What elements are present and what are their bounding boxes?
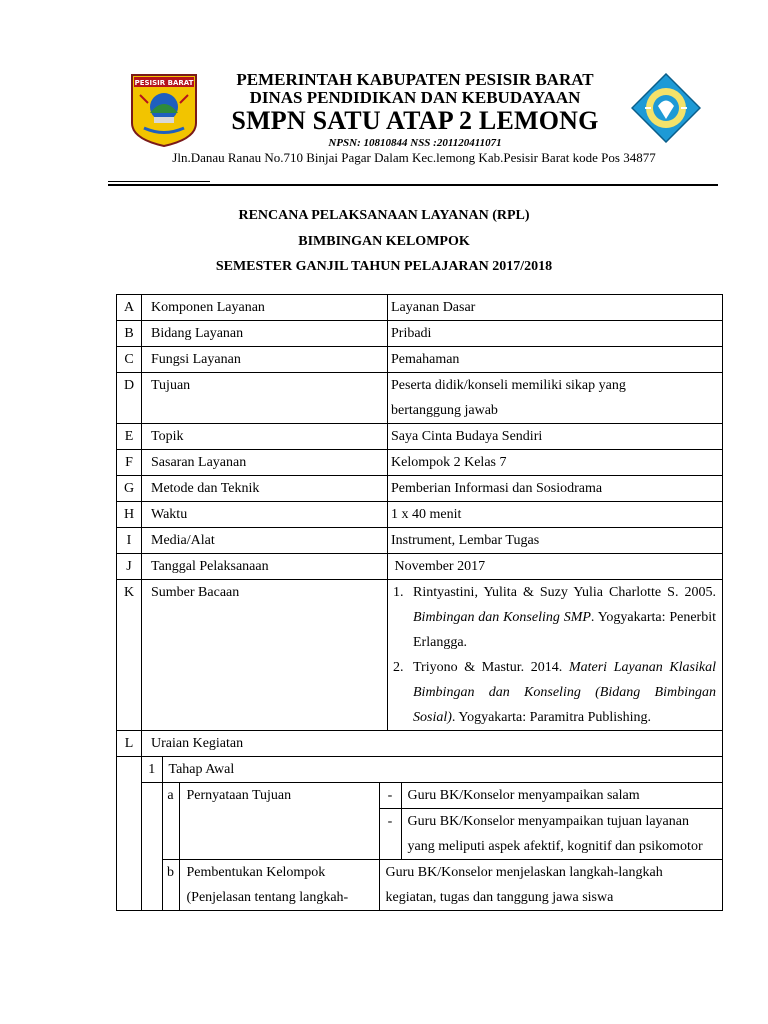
row-letter: A: [117, 295, 142, 321]
school-address: Jln.Danau Ranau No.710 Binjai Pagar Dalam Kec.lemong Kab.Pesisir Barat kode Pos 34877: [172, 150, 656, 165]
row-letter: G: [117, 476, 142, 502]
activity-row: [142, 783, 722, 809]
letterhead-rule-thin: [108, 181, 210, 182]
row-label: Waktu: [142, 502, 388, 528]
reference-publisher: . Yogyakarta: Penerbit Erlangga.: [413, 610, 716, 650]
rpl-table: [116, 294, 723, 911]
reference-authors: Rintyastini, Yulita & Suzy Yulia Charlotte S. 2005.: [413, 585, 716, 600]
row-letter-spacer: [117, 757, 142, 911]
activity-letter: b: [162, 860, 179, 911]
reference-list: [393, 580, 716, 730]
row-letter: L: [117, 731, 142, 757]
row-label: Tanggal Pelaksanaan: [142, 554, 388, 580]
row-label: Uraian Kegiatan: [142, 731, 723, 757]
table-row: [117, 424, 723, 450]
stage-number: 1: [142, 757, 162, 783]
row-value: Layanan Dasar: [388, 295, 723, 321]
stage-row: [142, 757, 722, 783]
row-letter: B: [117, 321, 142, 347]
table-row: [117, 347, 723, 373]
bullet-dash: -: [379, 809, 401, 860]
doc-subtitle: BIMBINGAN KELOMPOK: [298, 234, 470, 249]
school-emblem-icon: [631, 73, 701, 143]
row-value: Pribadi: [388, 321, 723, 347]
row-label: Bidang Layanan: [142, 321, 388, 347]
table-row-uraian: [117, 731, 723, 757]
reference-number: 1.: [393, 585, 404, 600]
reference-title: Bimbingan dan Konseling SMP: [413, 610, 591, 625]
row-label: Topik: [142, 424, 388, 450]
row-value: Pemberian Informasi dan Sosiodrama: [388, 476, 723, 502]
stage-label: Tahap Awal: [162, 757, 722, 783]
activity-table: [142, 757, 722, 910]
activity-point: Guru BK/Konselor menyampaikan tujuan layanan yang meliputi aspek afektif, kognitif dan psikomotor: [401, 809, 722, 860]
row-label: Sumber Bacaan: [142, 580, 388, 731]
row-value: Kelompok 2 Kelas 7: [388, 450, 723, 476]
school-name: SMPN SATU ATAP 2 LEMONG: [231, 106, 599, 135]
row-letter: I: [117, 528, 142, 554]
activity-point: Guru BK/Konselor menjelaskan langkah-langkah kegiatan, tugas dan tanggung jawa siswa: [379, 860, 722, 911]
row-value: November 2017: [388, 554, 723, 580]
table-row: [117, 450, 723, 476]
row-letter: D: [117, 373, 142, 424]
row-label: Komponen Layanan: [142, 295, 388, 321]
table-row: [117, 528, 723, 554]
table-row-activities: [117, 757, 723, 911]
reference-publisher: . Yogyakarta: Paramitra Publishing.: [451, 710, 651, 725]
table-row: [117, 476, 723, 502]
row-label: Metode dan Teknik: [142, 476, 388, 502]
activity-row: [142, 860, 722, 911]
row-value: Saya Cinta Budaya Sendiri: [388, 424, 723, 450]
row-label: Tujuan: [142, 373, 388, 424]
row-letter: C: [117, 347, 142, 373]
reference-item: [393, 655, 716, 730]
row-label: Sasaran Layanan: [142, 450, 388, 476]
doc-title: RENCANA PELAKSANAAN LAYANAN (RPL): [238, 208, 530, 223]
activity-letter: a: [162, 783, 179, 860]
stage-spacer: [142, 783, 162, 911]
row-letter: H: [117, 502, 142, 528]
reference-authors: Triyono & Mastur. 2014.: [413, 660, 569, 675]
reference-item: [393, 580, 716, 655]
doc-semester: SEMESTER GANJIL TAHUN PELAJARAN 2017/2018: [215, 259, 553, 274]
school-ids: NPSN: 10810844 NSS :201120411071: [328, 137, 502, 149]
row-value: Pemahaman: [388, 347, 723, 373]
row-letter: K: [117, 580, 142, 731]
table-row: [117, 502, 723, 528]
table-row: [117, 321, 723, 347]
reference-number: 2.: [393, 660, 404, 675]
dept-heading: DINAS PENDIDIKAN DAN KEBUDAYAAN: [249, 88, 581, 107]
row-letter: E: [117, 424, 142, 450]
row-label: Fungsi Layanan: [142, 347, 388, 373]
row-value: Instrument, Lembar Tugas: [388, 528, 723, 554]
gov-heading: PEMERINTAH KABUPATEN PESISIR BARAT: [236, 70, 594, 89]
pesisir-barat-crest-icon: [130, 73, 198, 148]
row-value: Peserta didik/konseli memiliki sikap yang bertanggung jawab: [388, 373, 723, 424]
activity-point: Guru BK/Konselor menyampaikan salam: [401, 783, 722, 809]
row-letter: F: [117, 450, 142, 476]
row-value: 1 x 40 menit: [388, 502, 723, 528]
row-label: Media/Alat: [142, 528, 388, 554]
table-row: [117, 373, 723, 424]
activity-label: Pembentukan Kelompok (Penjelasan tentang langkah-: [179, 860, 379, 911]
reference-cell: [388, 580, 723, 731]
crest-banner-text: PESISIR BARAT: [134, 79, 194, 87]
bullet-dash: -: [379, 783, 401, 809]
table-row: [117, 554, 723, 580]
reference-title: Materi Layanan Klasikal Bimbingan dan Konseling (Bidang Bimbingan Sosial): [413, 660, 717, 725]
row-letter: J: [117, 554, 142, 580]
letterhead-rule-thick: [108, 184, 718, 186]
activity-label: Pernyataan Tujuan: [179, 783, 379, 860]
table-row: [117, 295, 723, 321]
activity-cell: [142, 757, 723, 911]
table-row-sumber: [117, 580, 723, 731]
